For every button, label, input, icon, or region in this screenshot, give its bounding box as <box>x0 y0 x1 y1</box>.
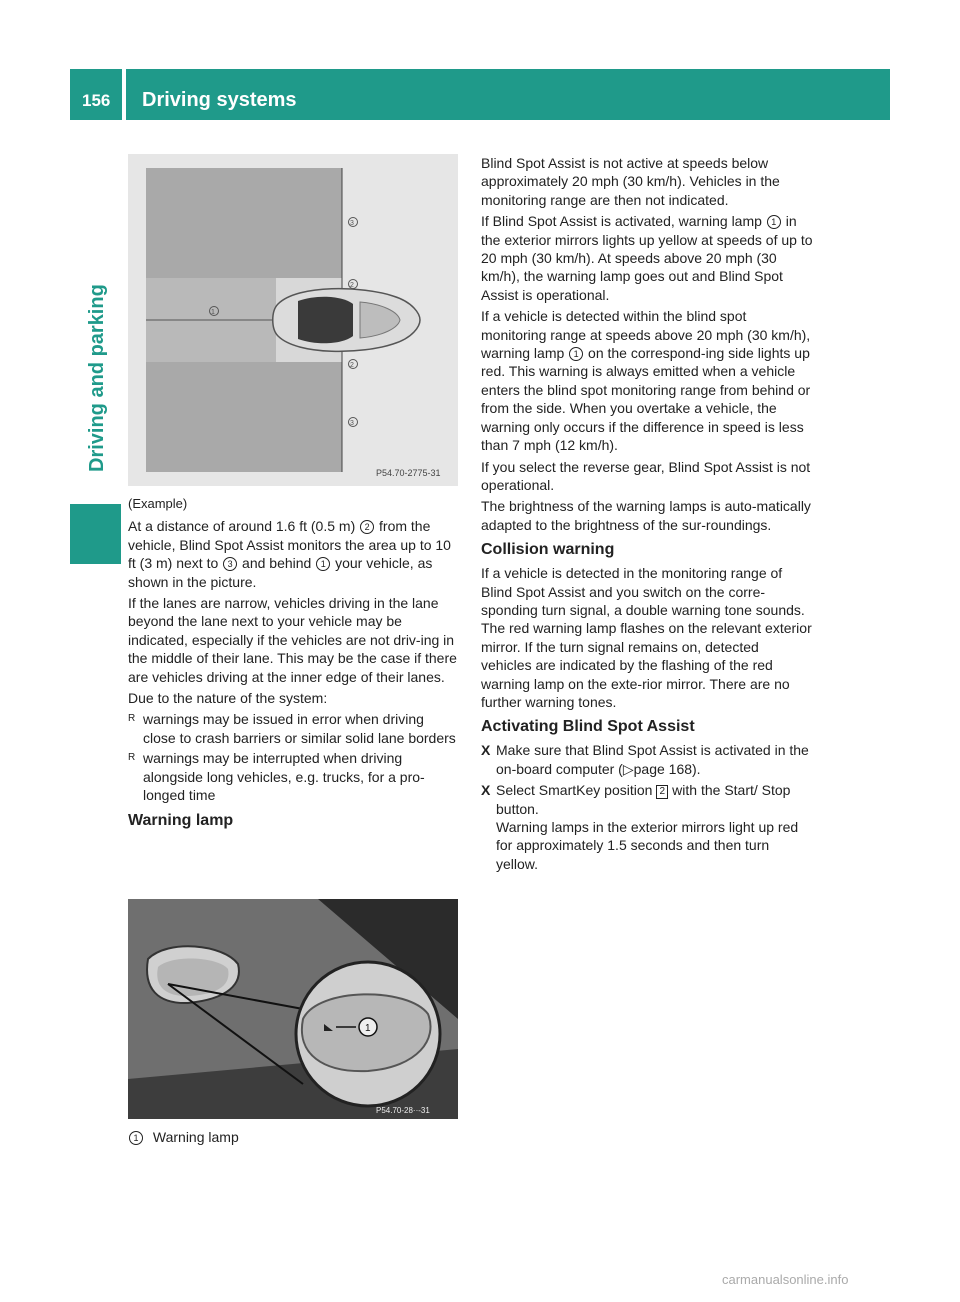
paragraph: If you select the reverse gear, Blind Spot Assist is not operational. <box>481 458 811 493</box>
callout-1: 1 <box>569 347 583 361</box>
step-item: X Make sure that Blind Spot Assist is activated in the on-board computer (▷page 168). <box>481 742 809 777</box>
figure-caption: (Example) <box>128 496 188 511</box>
svg-text:3: 3 <box>350 220 354 227</box>
bullet-list <box>128 710 460 804</box>
svg-text:3: 3 <box>350 420 354 427</box>
callout-3: 3 <box>223 557 237 571</box>
blind-spot-diagram-svg <box>128 154 458 486</box>
svg-text:1: 1 <box>211 309 215 316</box>
svg-text:2: 2 <box>350 282 354 289</box>
header-separator <box>122 69 126 120</box>
blind-spot-diagram <box>128 154 458 486</box>
heading-collision-warning: Collision warning <box>481 541 615 559</box>
callout-1: 1 <box>129 1131 143 1145</box>
paragraph: Due to the nature of the system: <box>128 690 328 707</box>
mirror-photo-svg <box>128 899 458 1119</box>
paragraph: Blind Spot Assist is not active at speeds below approximately 20 mph (30 km/h). Vehicles in the monitoring range are then not indicated. <box>481 155 780 208</box>
list-item: R warnings may be issued in error when driving close to crash barriers or similar solid lane borders <box>128 711 456 746</box>
monitor-zone-side-rear <box>146 362 342 472</box>
step-list <box>481 741 813 873</box>
page-number: 156 <box>82 91 111 110</box>
paragraph: If the lanes are narrow, vehicles driving in the lane beyond the lane next to your vehicle may be indicated, especially if the vehicles are not driv-ing in the middle of their lane. This may be the case if there are vehicles driving at the inner edge of their lanes. <box>128 595 457 685</box>
heading-warning-lamp: Warning lamp <box>128 811 234 829</box>
page-header <box>70 69 890 120</box>
paragraph: If a vehicle is detected within the blind spot monitoring range at speeds above 20 mph (30 km/h), warning lamp 1 on the correspond-ing side lights up red. This warning is always emitted when a vehicle enters the blind spot monitoring range from behind or from the side. When you overtake a vehicle, the warning only occurs if the difference in speed is less than 7 mph (12 km/h). <box>481 308 811 454</box>
monitor-zone-side-front <box>146 168 342 278</box>
figure-legend: 1 Warning lamp <box>128 1128 239 1146</box>
callout-1: 1 <box>316 557 330 571</box>
step-item: X Select SmartKey position 2 with the Start/ Stop button. Warning lamps in the exterior mirrors light up red for approximately 1.5 seconds and then turn yellow. <box>481 782 799 872</box>
side-tab-marker <box>70 504 121 564</box>
mirror-photo <box>128 899 458 1119</box>
car-top-view <box>273 289 420 352</box>
section-title: Driving systems <box>142 89 297 111</box>
svg-text:2: 2 <box>350 362 354 369</box>
right-column <box>481 154 813 876</box>
page-reference-link[interactable]: page 168). <box>633 760 701 777</box>
figure-code: P54.70-2775-31 <box>376 468 441 478</box>
callout-2: 2 <box>360 520 374 534</box>
heading-activating: Activating Blind Spot Assist <box>481 718 695 736</box>
paragraph: At a distance of around 1.6 ft (0.5 m) 2 from the vehicle, Blind Spot Assist monitors the area up to 10 ft (3 m) next to 3 and behind 1 your vehicle, as shown in the picture. <box>128 518 451 590</box>
paragraph: The brightness of the warning lamps is auto-matically adapted to the brightness of the sur-roundings. <box>481 498 811 533</box>
svg-text:1: 1 <box>365 1023 371 1034</box>
figure-code: P54.70-28··-31 <box>376 1106 430 1115</box>
callout-1: 1 <box>767 215 781 229</box>
side-tab-label: Driving and parking <box>86 284 108 472</box>
arrow-icon: ▷ <box>622 760 634 777</box>
paragraph: If a vehicle is detected in the monitoring range of Blind Spot Assist and you switch on the corre-sponding turn signal, a double warning tone sounds. The red warning lamp flashes on the relevant exterior mirror. If the turn signal remains on, detected vehicles are indicated by the flashing of the red warning lamp on the exte-rior mirror. There are no further warning tones. <box>481 565 812 710</box>
paragraph: If Blind Spot Assist is activated, warning lamp 1 in the exterior mirrors lights up yellow at speeds of up to 20 mph (30 km/h). At speeds above 20 mph (30 km/h), the warning lamp goes out and Blind Spot Assist is operational. <box>481 213 813 303</box>
watermark: carmanualsonline.info <box>722 1272 849 1287</box>
key-position-box: 2 <box>656 785 668 799</box>
list-item: R warnings may be interrupted when driving alongside long vehicles, e.g. trucks, for a pro-longed time <box>128 750 425 804</box>
left-column <box>128 495 460 835</box>
